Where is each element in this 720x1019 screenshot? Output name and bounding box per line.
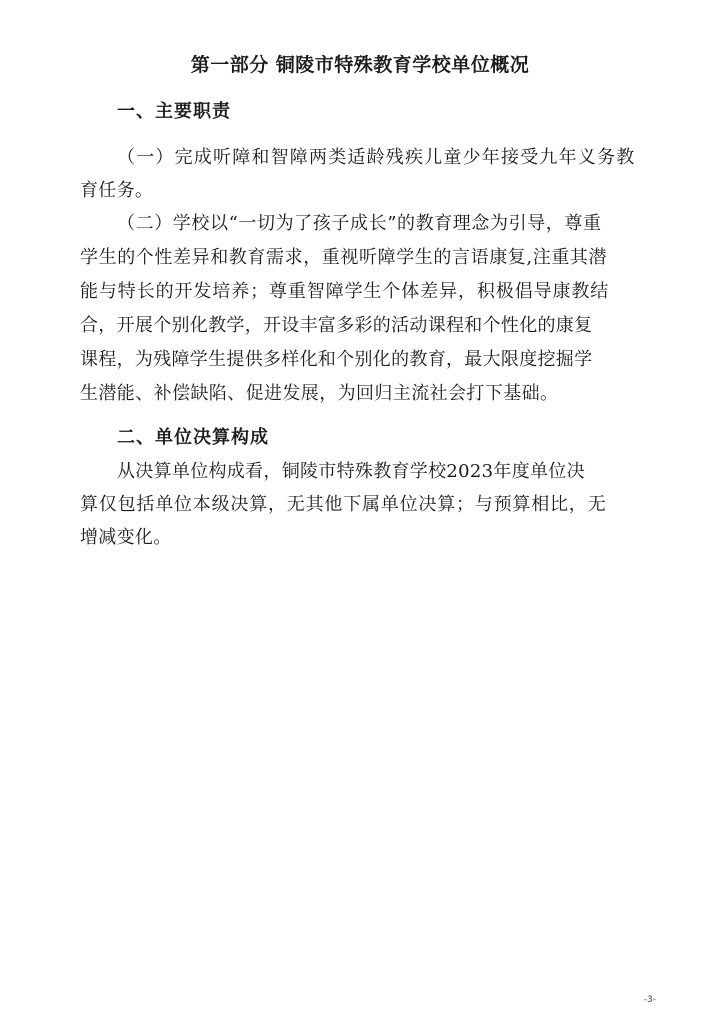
paragraph-line: 增减变化。 (80, 527, 172, 548)
paragraph-line: 能与特长的开发培养；尊重智障学生个体差异，积极倡导康教结 (80, 281, 610, 302)
page-title: 第一部分 铜陵市特殊教育学校单位概况 (190, 54, 530, 76)
paragraph-line: 课程，为残障学生提供多样化和个别化的教育，最大限度挖掘学 (80, 349, 593, 370)
section-heading-composition: 二、单位决算构成 (117, 427, 269, 448)
paragraph-line: （一）完成听障和智障两类适龄残疾儿童少年接受九年义务教 (117, 147, 636, 168)
paragraph-line: （二）学校以“一切为了孩子成长”的教育理念为引导，尊重 (117, 213, 602, 234)
paragraph-line: 生潜能、补偿缺陷、促进发展，为回归主流社会打下基础。 (80, 383, 559, 404)
paragraph-line: 从决算单位构成看，铜陵市特殊教育学校2023年度单位决 (117, 461, 585, 482)
section-heading-duties: 一、主要职责 (117, 101, 231, 122)
paragraph-line: 育任务。 (80, 180, 154, 201)
paragraph-line: 合，开展个别化教学，开设丰富多彩的活动课程和个性化的康复 (80, 315, 593, 336)
paragraph-line: 算仅包括单位本级决算，无其他下属单位决算；与预算相比，无 (80, 494, 607, 515)
page-number: -3- (643, 995, 656, 1005)
paragraph-line: 学生的个性差异和教育需求，重视听障学生的言语康复,注重其潜 (80, 247, 608, 268)
